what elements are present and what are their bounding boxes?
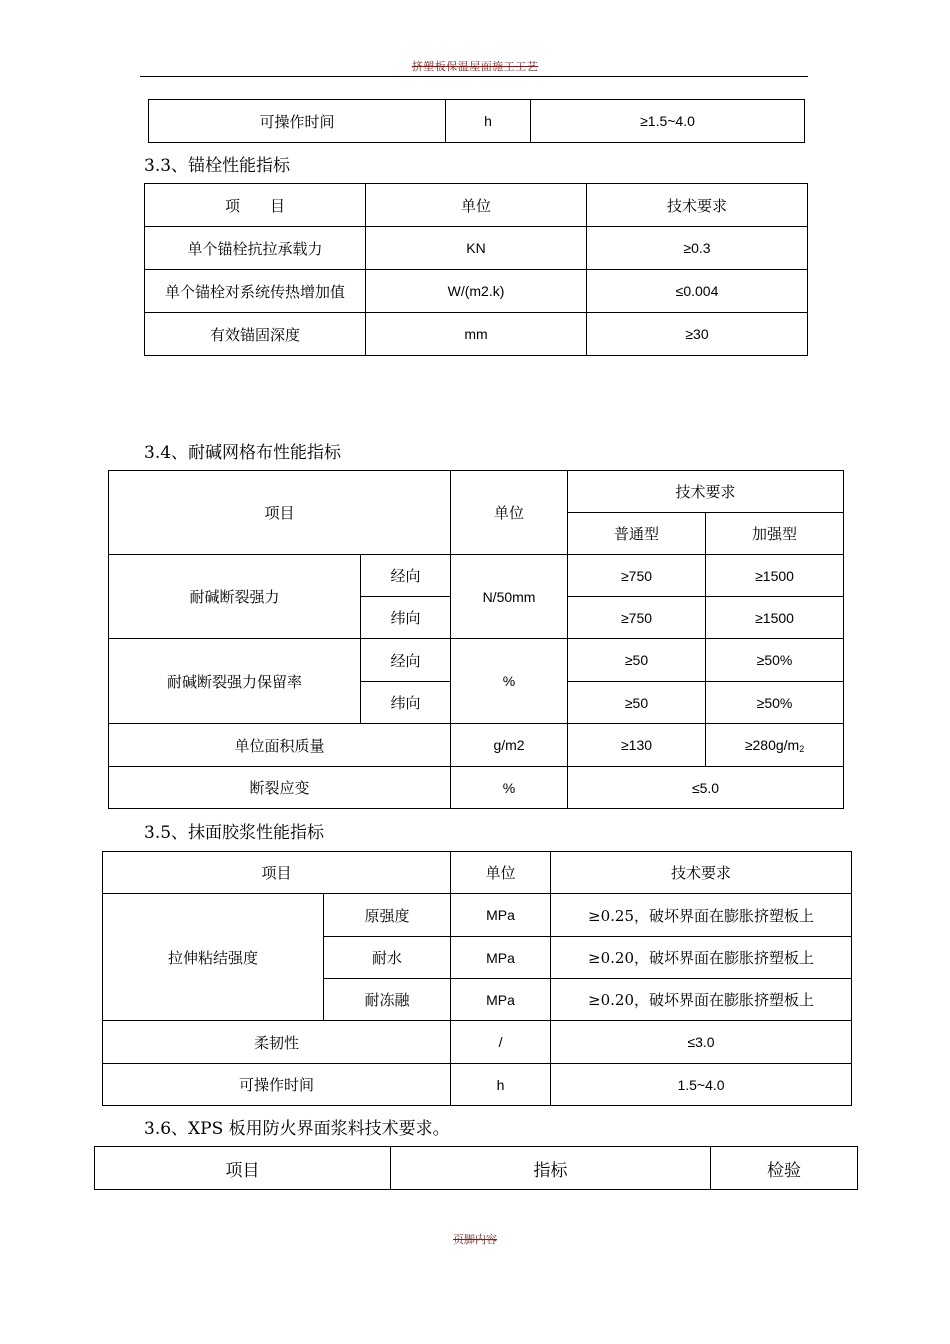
section-heading-3-6: 3.6、XPS 板用防火界面浆料技术要求。 (144, 1119, 450, 1139)
cell-strong: ≥1500 (706, 555, 844, 597)
table-row (109, 767, 844, 809)
table-header-row (145, 184, 808, 227)
cell-direction: 纬向 (361, 682, 451, 724)
mesh-table (108, 470, 844, 809)
cell-group: 拉伸粘结强度 (103, 894, 324, 1021)
cell-strong: ≥50% (706, 682, 844, 724)
cell-normal: ≥50 (568, 682, 706, 724)
cell-unit: h (446, 100, 531, 143)
col-header-normal: 普通型 (568, 513, 706, 555)
cell-unit: KN (366, 227, 587, 270)
cell-item: 柔韧性 (103, 1021, 451, 1064)
cell-item: 耐碱断裂强力 (109, 555, 361, 639)
table-row (103, 1021, 852, 1064)
table-header-row (103, 852, 852, 894)
cell-strong-subscript: 2 (799, 743, 805, 754)
cell-strong (706, 724, 844, 767)
table-row (109, 639, 844, 682)
cell-item: 断裂应变 (109, 767, 451, 809)
cell-unit: MPa (451, 894, 551, 937)
cell-item: 单个锚栓抗拉承载力 (145, 227, 366, 270)
cell-normal: ≥750 (568, 597, 706, 639)
table-row (145, 227, 808, 270)
cell-req: ≥1.5~4.0 (531, 100, 805, 143)
cell-req: ≥0.25，破坏界面在膨胀挤塑板上 (551, 894, 852, 937)
cell-strong: ≥50% (706, 639, 844, 682)
col-header-req: 技术要求 (568, 471, 844, 513)
cell-item: 原强度 (324, 894, 451, 937)
mortar-table (102, 851, 852, 1106)
cell-req: ≤0.004 (587, 270, 808, 313)
cell-item: 单个锚栓对系统传热增加值 (145, 270, 366, 313)
cell-unit: MPa (451, 979, 551, 1021)
col-header-unit: 单位 (366, 184, 587, 227)
col-header-item: 项目 (109, 471, 451, 555)
table-row (103, 894, 852, 937)
cell-strong: ≥1500 (706, 597, 844, 639)
cell-item: 耐冻融 (324, 979, 451, 1021)
col-header-inspection: 检验 (711, 1147, 858, 1190)
table-row (145, 313, 808, 356)
col-header-req: 技术要求 (551, 852, 852, 894)
cell-req: 1.5~4.0 (551, 1064, 852, 1106)
table-row (109, 555, 844, 597)
section-heading-3-4: 3.4、耐碱网格布性能指标 (144, 443, 342, 463)
cell-unit: % (451, 639, 568, 724)
page-footer: 页脚内容 (453, 1233, 497, 1246)
cell-unit: mm (366, 313, 587, 356)
cell-item: 耐水 (324, 937, 451, 979)
section-heading-3-5: 3.5、抹面胶浆性能指标 (144, 823, 325, 843)
cell-req: ≥30 (587, 313, 808, 356)
cell-req: ≥0.3 (587, 227, 808, 270)
operation-time-table (148, 99, 805, 143)
cell-item: 耐碱断裂强力保留率 (109, 639, 361, 724)
col-header-unit: 单位 (451, 471, 568, 555)
cell-unit: h (451, 1064, 551, 1106)
cell-item: 有效锚固深度 (145, 313, 366, 356)
col-header-item: 项目 (103, 852, 451, 894)
page-header: 挤塑板保温屋面施工工艺 (411, 60, 539, 73)
cell-normal: ≥750 (568, 555, 706, 597)
cell-req: ≤3.0 (551, 1021, 852, 1064)
col-header-unit: 单位 (451, 852, 551, 894)
table-row (149, 100, 805, 143)
cell-unit: W/(m2.k) (366, 270, 587, 313)
table-row (109, 724, 844, 767)
cell-item: 可操作时间 (149, 100, 446, 143)
col-header-req: 技术要求 (587, 184, 808, 227)
cell-direction: 经向 (361, 555, 451, 597)
table-header-row (95, 1147, 858, 1190)
section-heading-3-3: 3.3、锚栓性能指标 (144, 156, 291, 176)
cell-item: 可操作时间 (103, 1064, 451, 1106)
col-header-strong: 加强型 (706, 513, 844, 555)
col-header-item: 项目 (95, 1147, 391, 1190)
table-row (103, 1064, 852, 1106)
cell-unit: N/50mm (451, 555, 568, 639)
cell-unit: MPa (451, 937, 551, 979)
anchor-table (144, 183, 808, 356)
col-header-item: 项 目 (145, 184, 366, 227)
cell-item: 单位面积质量 (109, 724, 451, 767)
cell-unit: % (451, 767, 568, 809)
cell-unit: g/m2 (451, 724, 568, 767)
cell-normal: ≥50 (568, 639, 706, 682)
header-divider (140, 76, 808, 77)
table-row (145, 270, 808, 313)
cell-req: ≥0.20，破坏界面在膨胀挤塑板上 (551, 937, 852, 979)
cell-normal: ≥130 (568, 724, 706, 767)
cell-unit: / (451, 1021, 551, 1064)
cell-req: ≤5.0 (568, 767, 844, 809)
cell-direction: 纬向 (361, 597, 451, 639)
cell-direction: 经向 (361, 639, 451, 682)
col-header-index: 指标 (391, 1147, 711, 1190)
table-header-row (109, 471, 844, 513)
fireproof-table (94, 1146, 858, 1190)
cell-req: ≥0.20，破坏界面在膨胀挤塑板上 (551, 979, 852, 1021)
cell-strong-value: ≥280g/m (744, 736, 800, 753)
